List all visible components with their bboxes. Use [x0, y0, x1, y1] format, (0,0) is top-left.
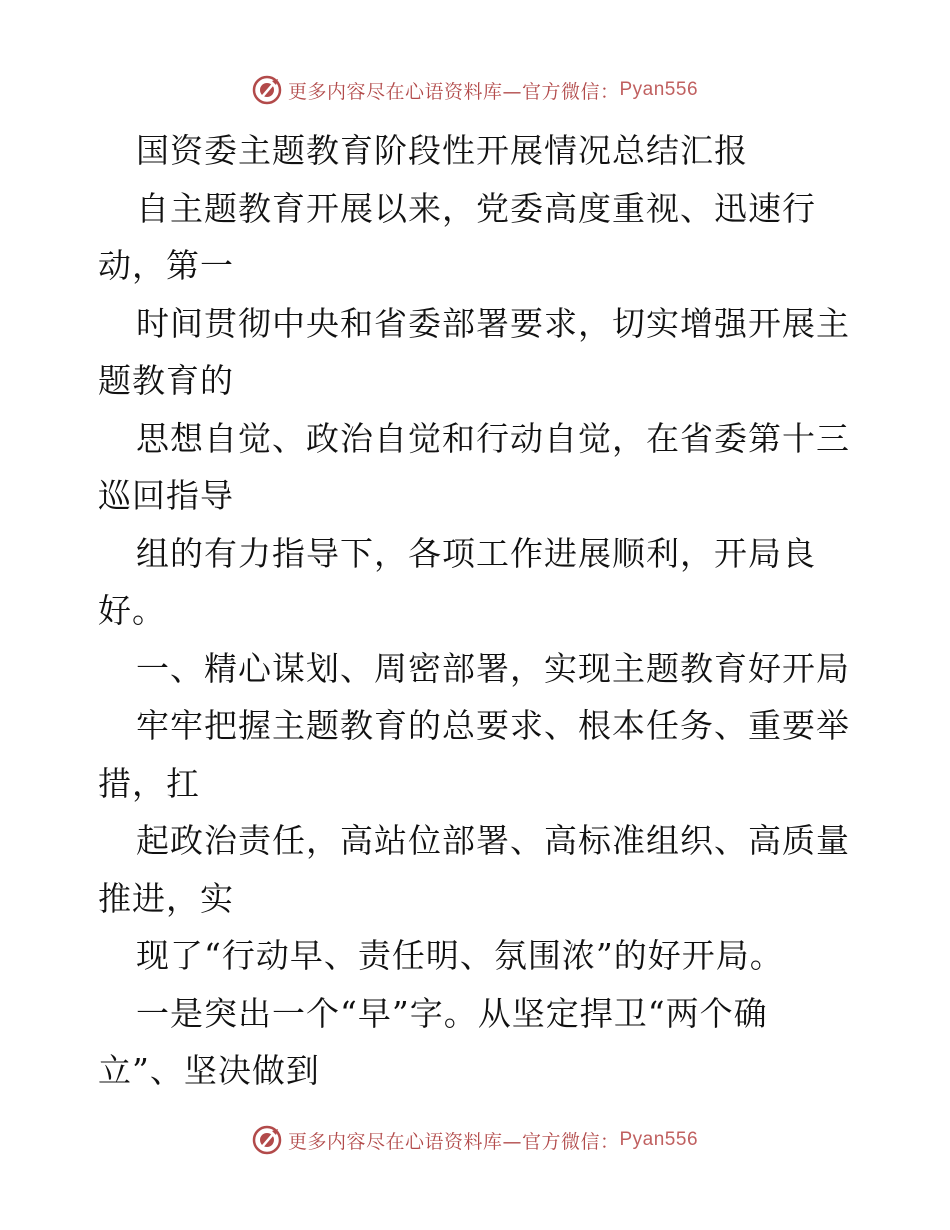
document-body	[98, 122, 858, 1100]
text-line: 一是突出一个“早”字。从坚定捍卫“两个确	[136, 993, 768, 1033]
watermark-text: 更多内容尽在心语资料库—官方微信：	[287, 1130, 620, 1153]
text-line: 题教育的	[98, 361, 234, 400]
text-line: 动，第一	[98, 246, 234, 285]
text-line: 一、精心谋划、周密部署，实现主题教育好开局	[136, 648, 850, 688]
watermark-text: 更多内容尽在心语资料库—官方微信：	[287, 80, 620, 103]
brand-logo-icon	[252, 75, 282, 105]
text-line: 思想自觉、政治自觉和行动自觉，在省委第十三	[136, 418, 850, 458]
watermark-id: Pyan556	[619, 1129, 699, 1150]
text-line: 组的有力指导下，各项工作进展顺利，开局良	[136, 533, 816, 573]
brand-logo-icon	[252, 1125, 282, 1155]
text-line: 自主题教育开展以来，党委高度重视、迅速行	[136, 188, 816, 228]
text-line: 好。	[98, 591, 166, 630]
text-line: 时间贯彻中央和省委部署要求，切实增强开展主	[136, 303, 850, 343]
text-line: 推进，实	[98, 878, 234, 918]
document-title: 国资委主题教育阶段性开展情况总结汇报	[136, 131, 748, 170]
text-line: 现了“行动早、责任明、氛围浓”的好开局。	[136, 936, 784, 975]
text-line: 立”、坚决做到	[98, 1051, 320, 1090]
footer-watermark	[0, 1120, 950, 1160]
header-watermark	[0, 70, 950, 110]
text-line: 措，扛	[98, 763, 200, 803]
text-line: 牢牢把握主题教育的总要求、根本任务、重要举	[136, 706, 850, 745]
text-line: 巡回指导	[98, 476, 234, 515]
text-line: 起政治责任，高站位部署、高标准组织、高质量	[136, 821, 850, 860]
watermark-id: Pyan556	[619, 79, 699, 100]
